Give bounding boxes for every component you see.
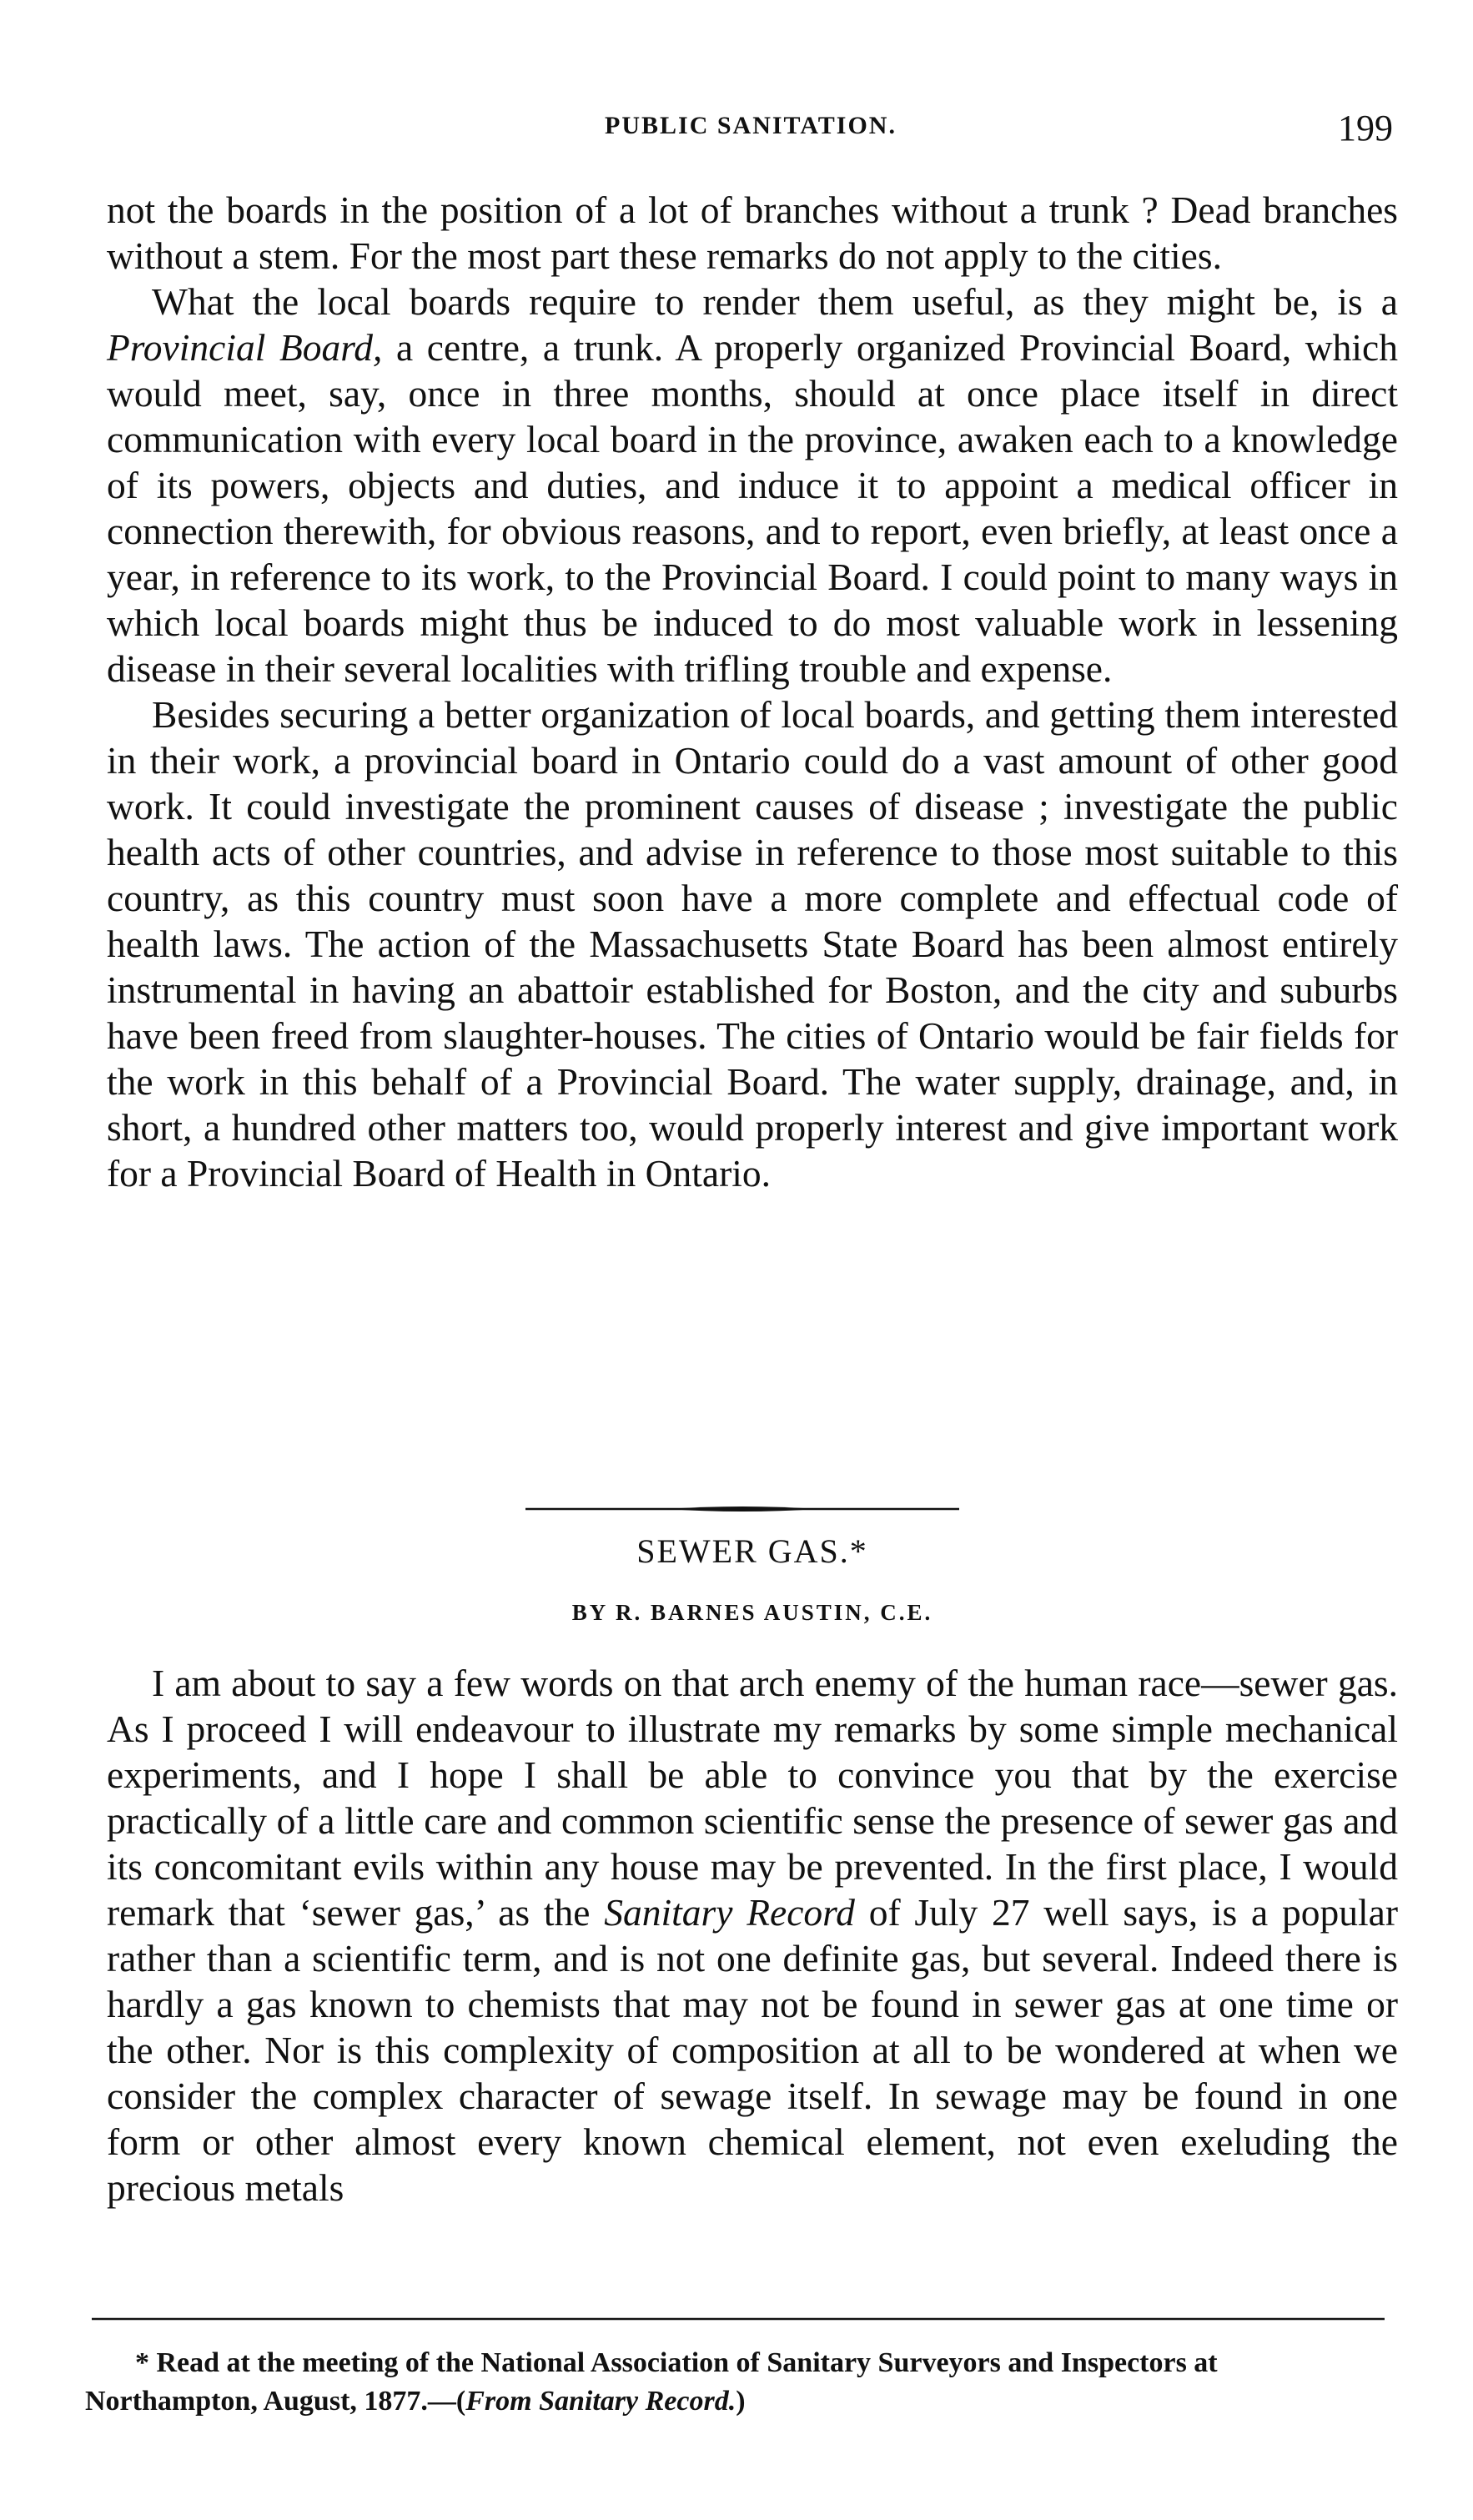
footnote — [85, 2344, 1386, 2421]
paragraph-text: I am about to say a few words on that arch enemy of the human race—sewer gas. As I proceed I will endeavour to illustrate my remarks by some simple mechanical experiments, and I hope I shall be able to convince you that by the exercise practically of a little care and common scientific sense the presence of sewer gas and its concomitant evils within any house may be prevented. In the first place, I would remark that ‘sewer gas,’ as the — [107, 1662, 1398, 1934]
body-text-article — [107, 1660, 1398, 2211]
paragraph-sewer-gas — [107, 1660, 1398, 2211]
section-ornament-rule — [525, 1505, 959, 1513]
running-head — [108, 107, 1393, 157]
body-text-top — [107, 187, 1398, 1196]
article-byline: BY R. BARNES AUSTIN, C.E. — [571, 1600, 933, 1625]
page-number: 199 — [1338, 108, 1393, 148]
article-title: SEWER GAS.* — [636, 1532, 868, 1570]
italic-title-sanitary-record: Sanitary Record — [604, 1891, 855, 1934]
paragraph-text: What the local boards require to render them useful, as they might be, is a — [152, 280, 1398, 323]
italic-term-provincial-board: Provincial Board, — [107, 326, 383, 369]
paragraph-provincial-board-work — [107, 692, 1398, 1196]
paragraph-text: not the boards in the position of a lot of branches without a trunk ? Dead branches without a stem. For the most part these remarks do not apply to the cities. — [107, 189, 1398, 277]
paragraph-text: Besides securing a better organization of local boards, and getting them interested in their work, a provincial board in Ontario could do a vast amount of other good work. It could investigate the prominent causes of disease ; investigate the public health acts of other countries, and advise in reference to those most suitable to this country, as this country must soon have a more complete and effectual code of health laws. The action of the Massachusetts State Board has been almost entirely instrumental in having an abattoir established for Boston, and the city and suburbs have been freed from slaughter-houses. The cities of Ontario would be fair fields for the work in this behalf of a Provincial Board. The water supply, drainage, and, in short, a hundred other matters too, would properly interest and give important work for a Provincial Board of Health in Ontario. — [107, 693, 1398, 1195]
footnote-divider — [92, 2316, 1385, 2322]
paragraph-continued — [107, 187, 1398, 279]
footnote-text-end: ) — [736, 2386, 746, 2417]
paragraph-text: of July 27 well says, is a popular rather than a scientific term, and is not one definite gas, but several. Indeed there is hardly a gas known to chemists that may not be found in sewer gas at one time or the other. Nor is this complexity of composition at all to be wondered at when we consider the complex character of sewage itself. In sewage may be found in one form or other almost every known chemical element, not even exeluding the precious metals — [107, 1891, 1398, 2209]
paragraph-local-boards — [107, 279, 1398, 692]
paragraph-text: a centre, a trunk. A properly organized Provincial Board, which would meet, say, once in three months, should at once place itself in direct communication with every local board in the province, awaken each to a knowledge of its powers, objects and duties, and induce it to appoint a medical officer in connection therewith, for obvious reasons, and to report, even briefly, at least once a year, in reference to its work, to the Provincial Board. I could point to many ways in which local boards might thus be induced to do most valuable work in lessening disease in their several localities with trifling trouble and expense. — [107, 326, 1399, 690]
footnote-text: * Read at the meeting of the National Association of Sanitary Surveyors and Inspectors at Northampton, August, 1877.—( — [85, 2347, 1218, 2417]
running-title: PUBLIC SANITATION. — [605, 112, 897, 139]
footnote-source-italic: From Sanitary Record. — [465, 2386, 736, 2417]
